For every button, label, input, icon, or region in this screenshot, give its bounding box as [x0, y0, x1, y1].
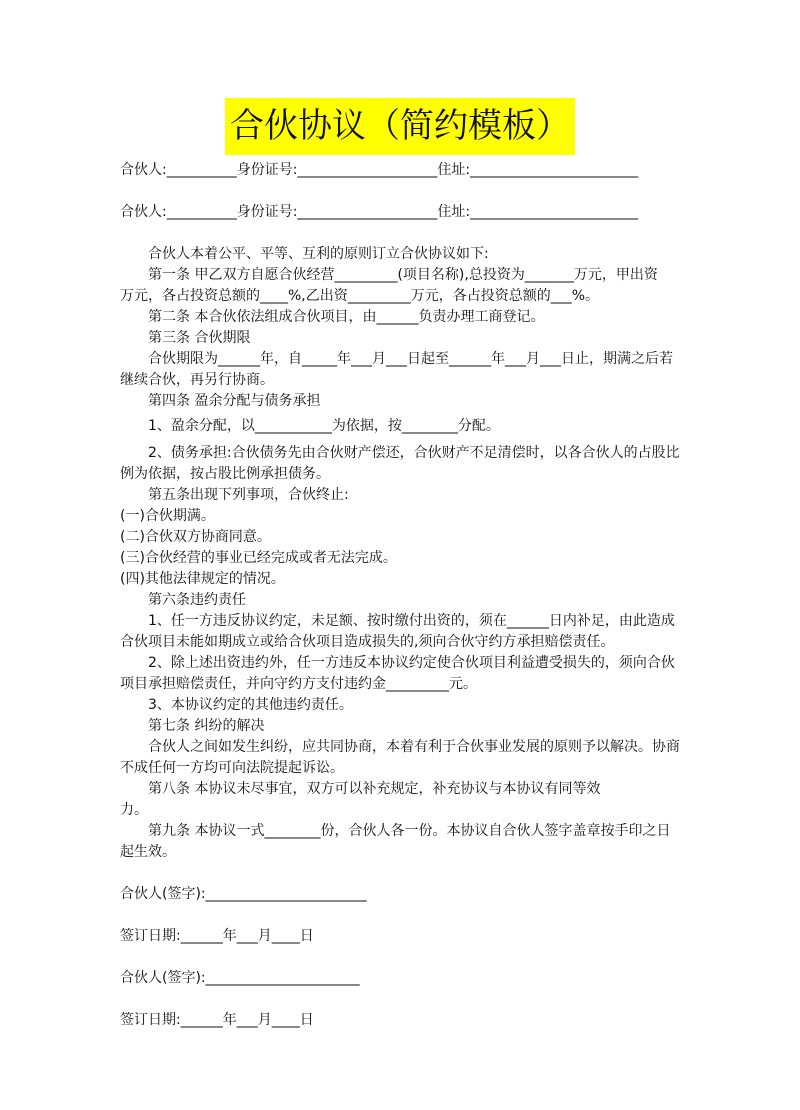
article-3-line: 继续合伙，再另行协商。 [120, 372, 274, 388]
article-7-heading: 第七条 纠纷的解决 [148, 718, 265, 734]
article-5-heading: 第五条出现下列事项，合伙终止: [148, 487, 349, 503]
agreement-body [120, 160, 720, 1031]
party-info-line: 合伙人:__________身份证号:____________________住址:________________________ [120, 162, 639, 178]
article-7-line: 合伙人之间如发生纠纷，应共同协商，本着有利于合伙事业发展的原则予以解决。协商 [148, 739, 680, 755]
article-9-line: 起生效。 [120, 844, 176, 860]
signing-date-line: 签订日期:______年___月____日 [120, 928, 314, 944]
article-1-line: 第一条 甲乙双方自愿合伙经营_________(项目名称),总投资为_______万元，甲出资 [148, 267, 658, 283]
article-4-debt-line: 例为依据，按占股比例承担债务。 [120, 466, 330, 482]
article-5-item: (四)其他法律规定的情况。 [120, 571, 285, 587]
signing-date-line: 签订日期:______年___月____日 [120, 1012, 314, 1028]
article-3-line: 合伙期限为______年，自_____年___月___日起至______年___月___日止，期满之后若 [148, 351, 673, 367]
preamble: 合伙人本着公平、平等、互利的原则订立合伙协议如下: [148, 246, 489, 262]
signature-line: 合伙人(签字):_______________________ [120, 886, 367, 902]
article-8-line: 力。 [120, 802, 148, 818]
article-9-line: 第九条 本协议一式________份，合伙人各一份。本协议自合伙人签字盖章按手印之日 [148, 823, 671, 839]
signature-line: 合伙人(签字):______________________ [120, 970, 360, 986]
article-6-heading: 第六条违约责任 [148, 592, 246, 608]
article-7-line: 不成任何一方均可向法院提起诉讼。 [120, 760, 344, 776]
article-4-heading: 第四条 盈余分配与债务承担 [148, 393, 321, 409]
article-4-profit-distribution: 1、盈余分配，以___________为依据，按________分配。 [148, 418, 500, 434]
article-5-item: (二)合伙双方协商同意。 [120, 529, 271, 545]
article-8-line: 第八条 本协议未尽事宜，双方可以补充规定，补充协议与本协议有同等效 [148, 781, 601, 797]
article-4-debt-line: 2、债务承担:合伙债务先由合伙财产偿还，合伙财产不足清偿时，以各合伙人的占股比 [148, 445, 680, 461]
document-title: 合伙协议（简约模板） [225, 98, 575, 155]
article-6-clause-line: 1、任一方违反协议约定，未足额、按时缴付出资的，须在______日内补足，由此造成 [148, 613, 675, 629]
article-2-line: 第二条 本合伙依法组成合伙项目，由______负责办理工商登记。 [148, 309, 545, 325]
article-5-item: (一)合伙期满。 [120, 508, 215, 524]
party-info-line: 合伙人:__________身份证号:____________________住址:________________________ [120, 204, 639, 220]
article-1-line: 万元，各占投资总额的____%,乙出资_________万元，各占投资总额的___%。 [120, 288, 600, 304]
article-6-clause-line: 合伙项目未能如期成立或给合伙项目造成损失的,须向合伙守约方承担赔偿责任。 [120, 634, 615, 650]
article-3-heading: 第三条 合伙期限 [148, 330, 251, 346]
article-6-clause-line: 项目承担赔偿责任，并向守约方支付违约金_________元。 [120, 676, 477, 692]
article-6-clause-line: 2、除上述出资违约外，任一方违反本协议约定使合伙项目利益遭受损失的，须向合伙 [148, 655, 675, 671]
article-5-item: (三)合伙经营的事业已经完成或者无法完成。 [120, 550, 397, 566]
article-6-clause-line: 3、本协议约定的其他违约责任。 [148, 697, 353, 713]
